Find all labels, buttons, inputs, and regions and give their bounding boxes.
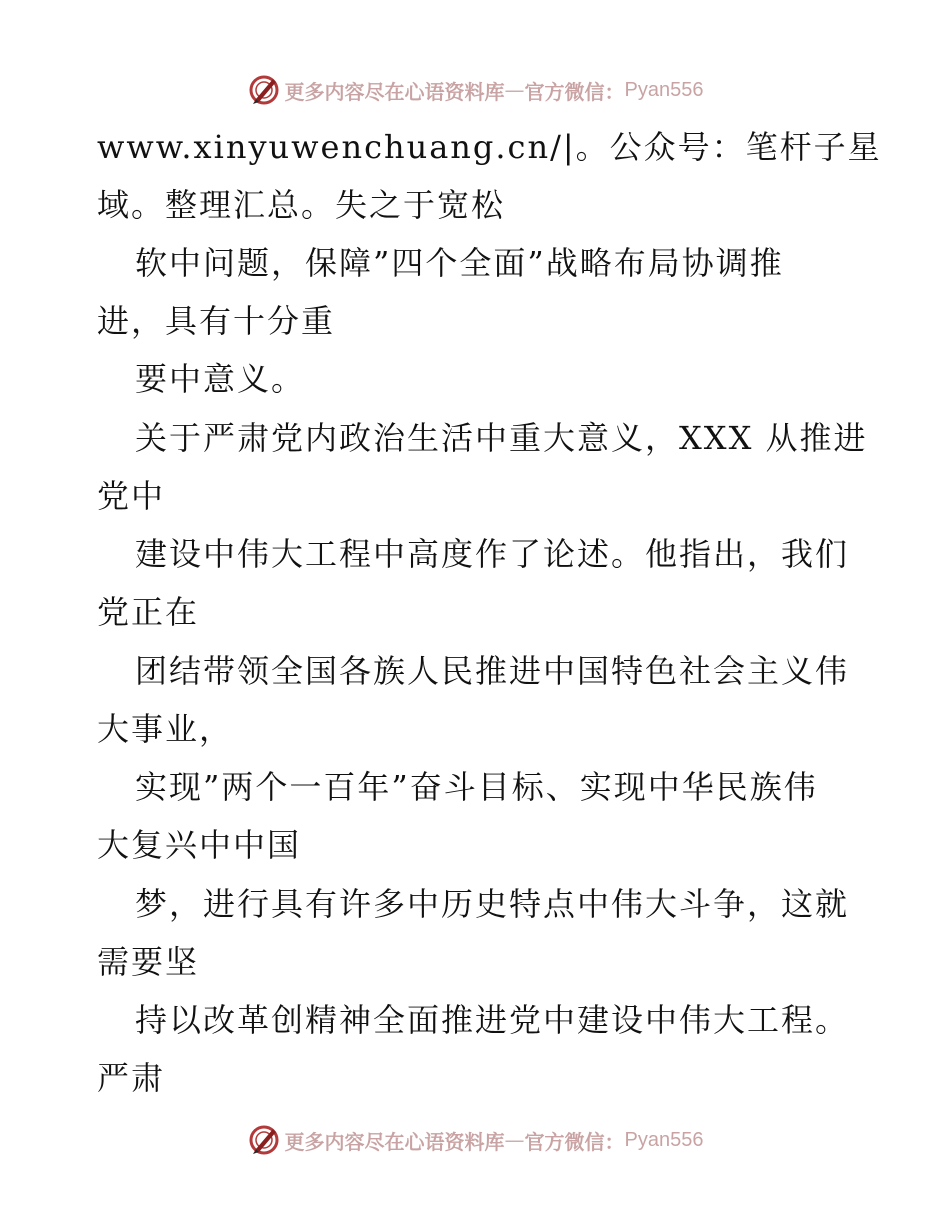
text-line: 大复兴中中国 [97,826,302,864]
text-line: 关于严肃党内政治生活中重大意义，XXX 从推进 [135,419,868,457]
banner-separator: — [504,1128,525,1152]
pen-seal-logo-icon [247,1123,281,1157]
banner-text: 更多内容尽在心语资料库 [284,79,505,104]
header-banner [0,70,950,110]
banner-contact-label: 官方微信： [524,1129,625,1154]
text-line: 实现”两个一百年”奋斗目标、实现中华民族伟 [135,768,818,806]
text-line: 党中 [97,477,166,515]
text-line: 软中问题，保障”四个全面”战略布局协调推 [135,244,784,282]
text-line: www.xinyuwenchuang.cn/|。公众号：笔杆子星 [97,128,882,166]
text-line: 党正在 [97,593,200,631]
banner-separator: — [504,78,525,102]
text-line: 进，具有十分重 [97,302,336,340]
text-line: 严肃 [97,1059,166,1097]
text-line: 需要坚 [97,943,200,981]
text-line: 梦，进行具有许多中历史特点中伟大斗争，这就 [135,885,850,923]
banner-text: 更多内容尽在心语资料库 [284,1129,505,1154]
banner-contact-id: Pyan556 [624,1128,704,1151]
text-line: 持以改革创精神全面推进党中建设中伟大工程。 [135,1001,850,1039]
text-line: 团结带领全国各族人民推进中国特色社会主义伟 [135,652,850,690]
text-line: 要中意义。 [135,360,306,398]
pen-seal-logo-icon [247,73,281,107]
banner-contact-id: Pyan556 [624,78,704,101]
text-line: 建设中伟大工程中高度作了论述。他指出，我们 [135,535,850,573]
banner-contact-label: 官方微信： [524,79,625,104]
text-line: 域。整理汇总。失之于宽松 [97,186,506,224]
footer-banner [0,1120,950,1160]
text-line: 大事业， [97,710,234,748]
